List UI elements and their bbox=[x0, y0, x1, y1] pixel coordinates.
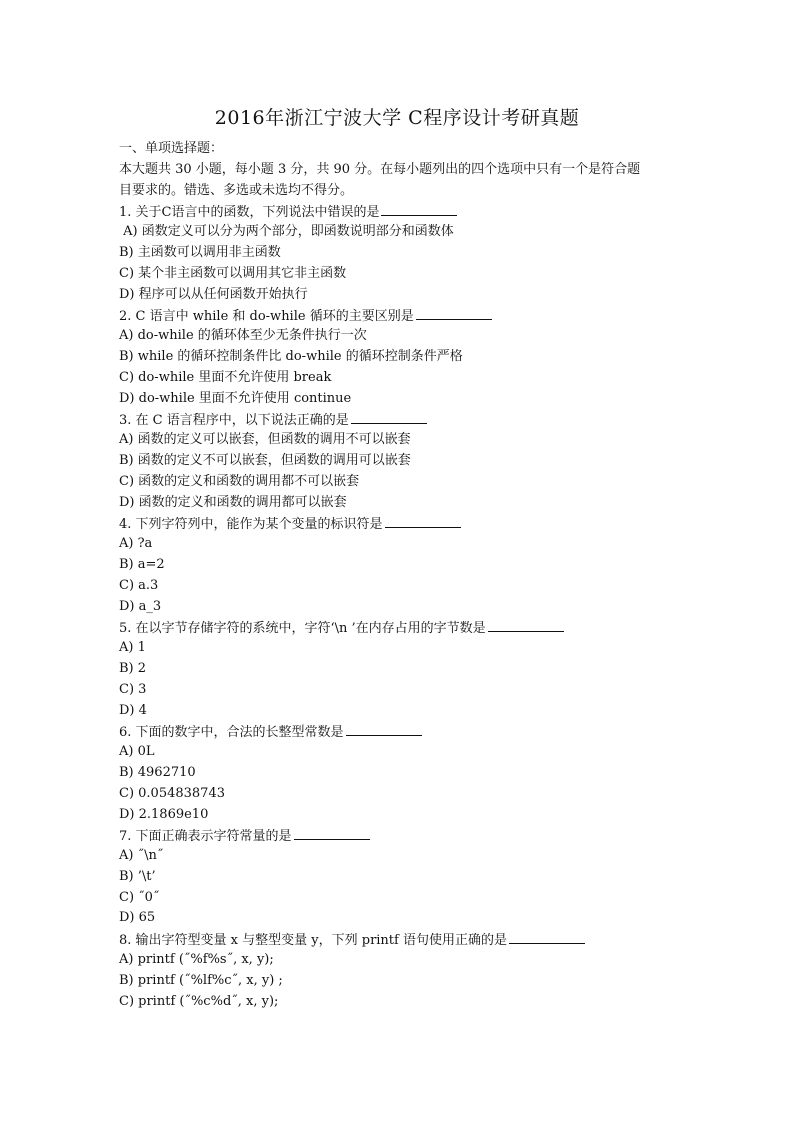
question-option: C) printf (˝%c%d˝, x, y); bbox=[119, 993, 279, 1009]
question-option: B) 主函数可以调用非主函数 bbox=[119, 244, 281, 260]
question-option: D) a_3 bbox=[119, 598, 162, 614]
question-5 bbox=[119, 617, 679, 721]
question-text: 3. 在 C 语言程序中，以下说法正确的是 bbox=[119, 413, 349, 429]
question-text: 2. C 语言中 while 和 do-while 循环的主要区别是 bbox=[119, 309, 414, 325]
answer-blank bbox=[488, 617, 564, 632]
answer-blank bbox=[416, 305, 492, 320]
question-stem bbox=[119, 825, 679, 846]
question-stem bbox=[119, 305, 679, 326]
answer-blank bbox=[346, 721, 422, 736]
answer-blank bbox=[351, 409, 427, 424]
answer-blank bbox=[294, 825, 370, 840]
answer-blank bbox=[381, 201, 457, 216]
question-6 bbox=[119, 721, 679, 825]
answer-blank bbox=[385, 513, 461, 528]
question-option: A) 函数定义可以分为两个部分，即函数说明部分和函数体 bbox=[119, 224, 454, 240]
question-option: A) 1 bbox=[119, 640, 146, 656]
question-option: C) 函数的定义和函数的调用都不可以嵌套 bbox=[119, 473, 360, 489]
question-4 bbox=[119, 513, 679, 617]
question-stem bbox=[119, 201, 679, 222]
answer-blank bbox=[509, 929, 585, 944]
question-option: A) 函数的定义可以嵌套，但函数的调用不可以嵌套 bbox=[119, 432, 411, 448]
question-option: C) 0.054838743 bbox=[119, 785, 225, 801]
question-stem bbox=[119, 617, 679, 638]
question-stem bbox=[119, 409, 679, 430]
question-stem bbox=[119, 513, 679, 534]
question-text: 4. 下列字符列中，能作为某个变量的标识符是 bbox=[119, 517, 383, 533]
question-option: B) ’\t’ bbox=[119, 868, 156, 884]
question-option: B) while 的循环控制条件比 do-while 的循环控制条件严格 bbox=[119, 348, 463, 364]
question-7 bbox=[119, 825, 679, 929]
question-option: B) a=2 bbox=[119, 556, 165, 572]
document-body bbox=[119, 139, 679, 1012]
question-option: D) 函数的定义和函数的调用都可以嵌套 bbox=[119, 494, 347, 510]
question-text: 8. 输出字符型变量 x 与整型变量 y，下列 printf 语句使用正确的是 bbox=[119, 933, 507, 949]
question-option: C) do-while 里面不允许使用 break bbox=[119, 369, 332, 385]
document-title: 2016年浙江宁波大学 C程序设计考研真题 bbox=[214, 107, 580, 129]
question-option: D) 4 bbox=[119, 702, 147, 718]
question-option: C) 某个非主函数可以调用其它非主函数 bbox=[119, 265, 347, 281]
question-option: A) ?a bbox=[119, 536, 153, 552]
question-text: 5. 在以字节存储字符的系统中，字符‘\n ’在内存占用的字节数是 bbox=[119, 621, 486, 637]
question-option: D) 2.1869e10 bbox=[119, 806, 209, 822]
question-option: C) a.3 bbox=[119, 577, 159, 593]
question-option: B) 2 bbox=[119, 660, 147, 676]
question-option: A) 0L bbox=[119, 744, 155, 760]
question-stem bbox=[119, 721, 679, 742]
question-stem bbox=[119, 929, 679, 950]
question-1 bbox=[119, 201, 679, 305]
question-option: D) 65 bbox=[119, 910, 156, 926]
question-option: D) 程序可以从任何函数开始执行 bbox=[119, 286, 308, 302]
section-heading: 一、单项选择题： bbox=[119, 141, 224, 156]
question-option: A) ˝\n˝ bbox=[119, 848, 164, 864]
question-option: A) do-while 的循环体至少无条件执行一次 bbox=[119, 328, 367, 344]
question-option: B) 函数的定义不可以嵌套，但函数的调用可以嵌套 bbox=[119, 452, 411, 468]
question-option: C) ˝0˝ bbox=[119, 889, 160, 905]
question-8 bbox=[119, 929, 679, 1012]
question-text: 7. 下面正确表示字符常量的是 bbox=[119, 829, 292, 845]
question-option: D) do-while 里面不允许使用 continue bbox=[119, 390, 352, 406]
question-2 bbox=[119, 305, 679, 409]
question-text: 1. 关于C语言中的函数，下列说法中错误的是 bbox=[119, 205, 380, 221]
question-text: 6. 下面的数字中，合法的长整型常数是 bbox=[119, 725, 344, 741]
question-3 bbox=[119, 409, 679, 513]
section-instructions: 本大题共 30 小题，每小题 3 分，共 90 分。在每小题列出的四个选项中只有一个是符合题目要求的。错选、多选或未选均不得分。 bbox=[119, 161, 641, 198]
question-option: B) printf (˝%lf%c˝, x, y) ; bbox=[119, 972, 283, 988]
question-option: A) printf (˝%f%s˝, x, y); bbox=[119, 952, 274, 968]
question-option: B) 4962710 bbox=[119, 764, 196, 780]
question-option: C) 3 bbox=[119, 681, 147, 697]
